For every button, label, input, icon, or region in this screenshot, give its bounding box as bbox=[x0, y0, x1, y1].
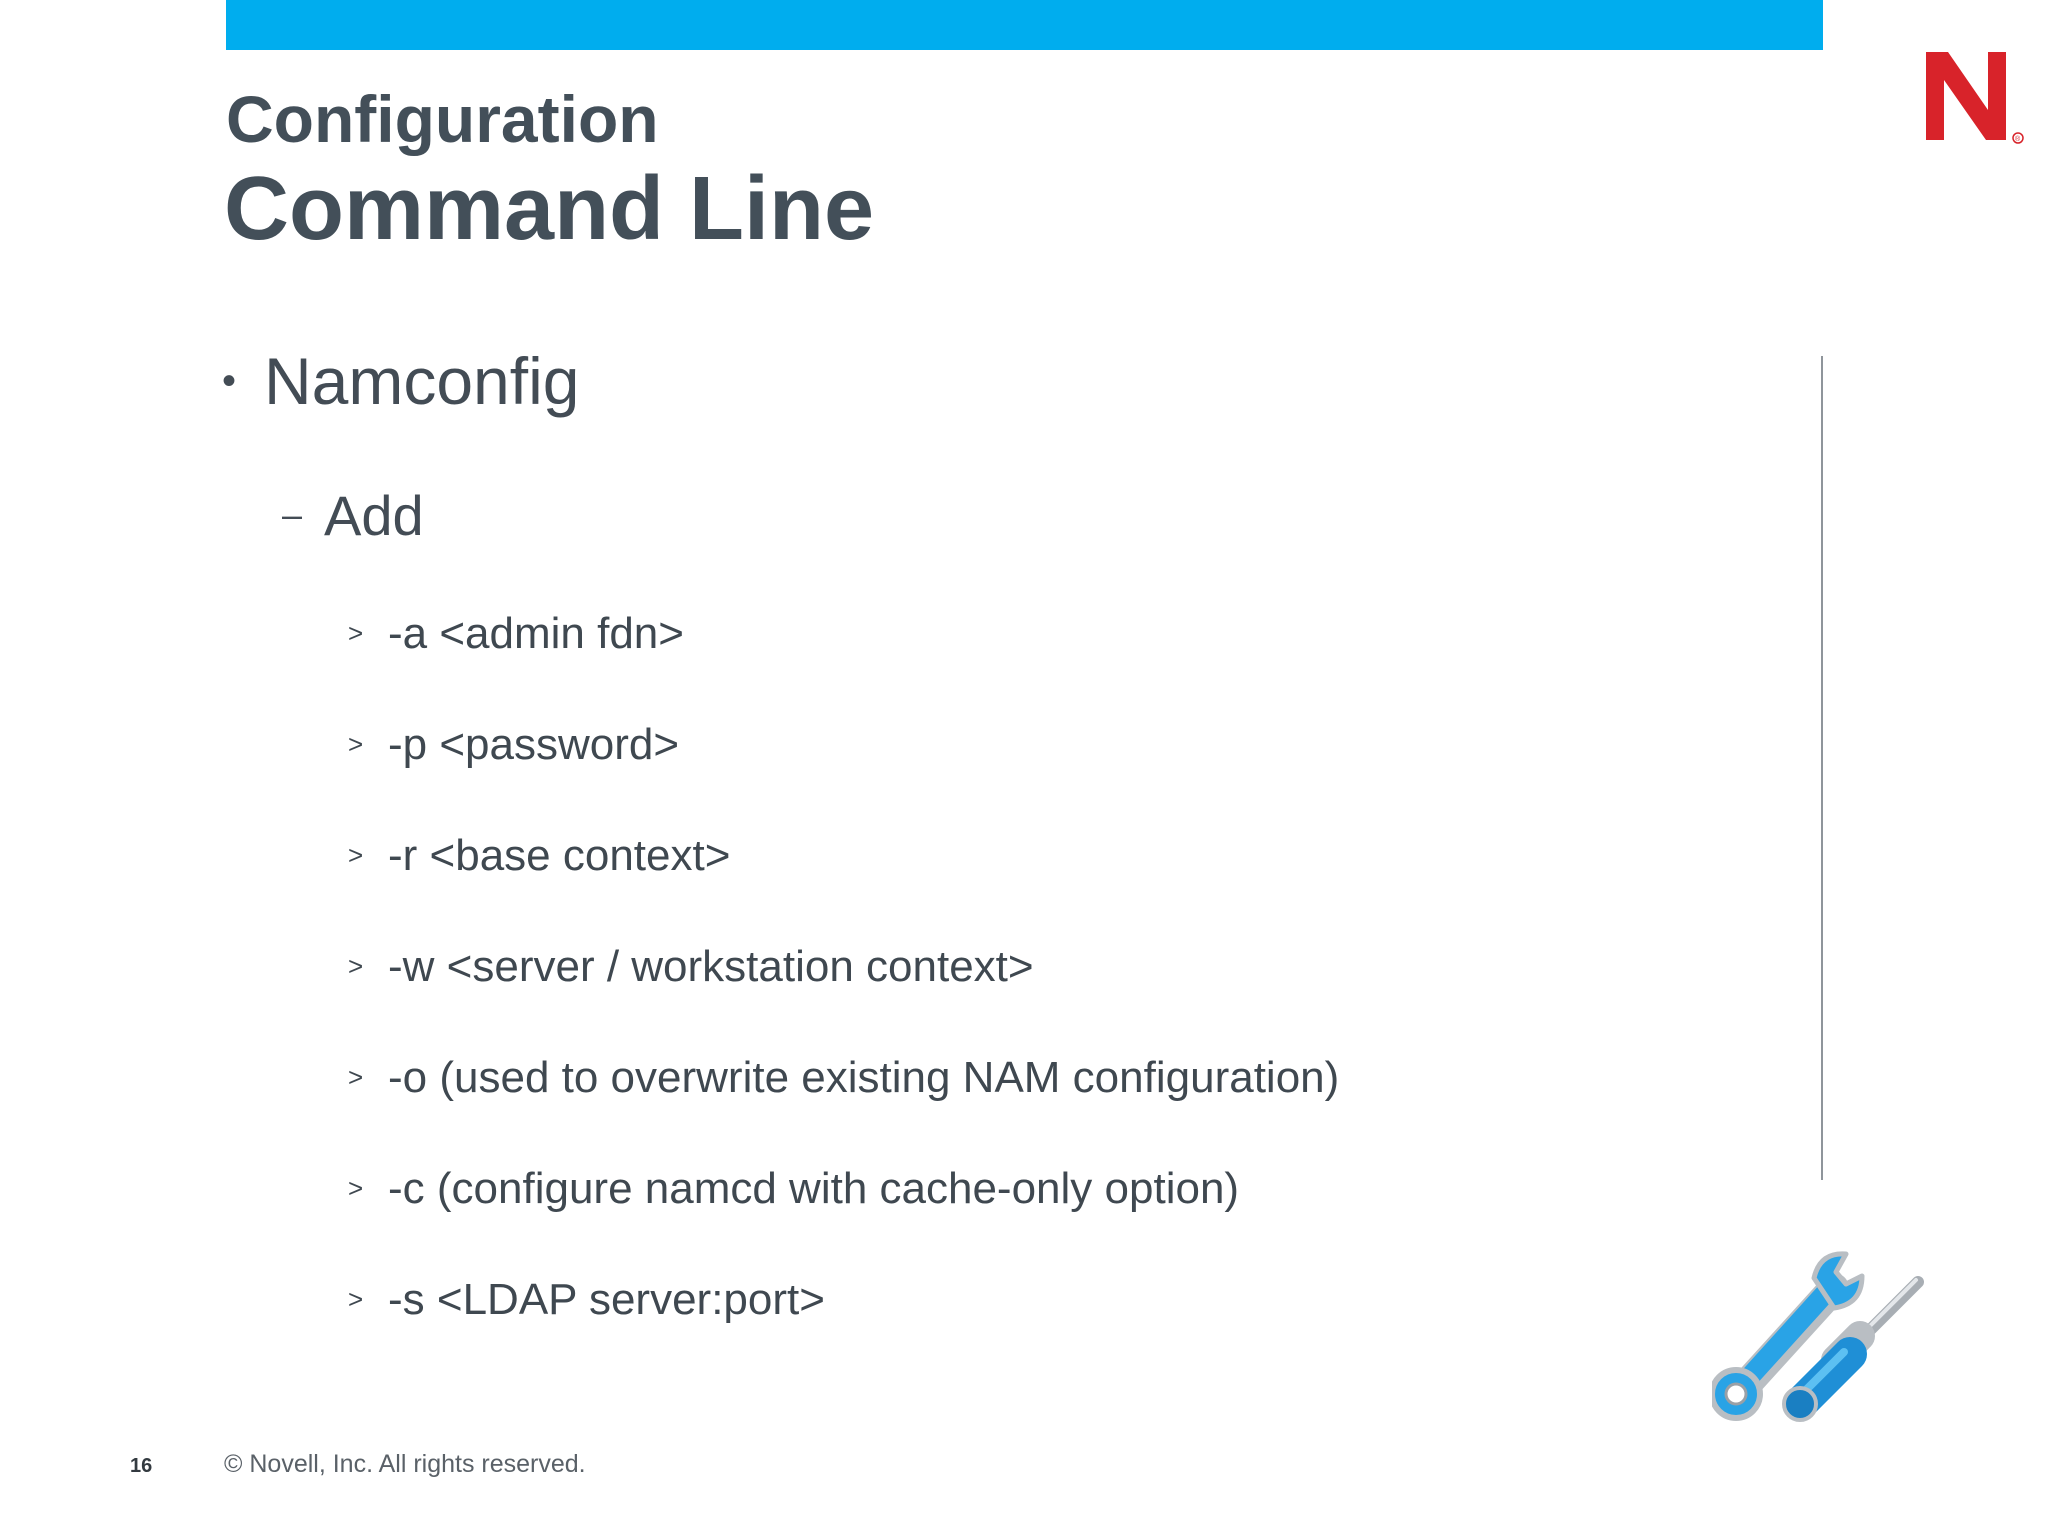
option-text: -r <base context> bbox=[388, 831, 731, 880]
list-item bbox=[348, 720, 1339, 834]
page-number: 16 bbox=[130, 1455, 153, 1477]
slide-title-line1: Configuration bbox=[226, 82, 659, 156]
chevron-right-icon: > bbox=[348, 618, 364, 648]
novell-logo bbox=[1922, 44, 2026, 148]
bullet-dot-icon: • bbox=[222, 359, 237, 403]
chevron-right-icon: > bbox=[348, 1173, 364, 1203]
list-item bbox=[348, 1164, 1339, 1278]
vertical-divider bbox=[1821, 356, 1823, 1180]
wrench-ring-hole bbox=[1726, 1384, 1746, 1404]
dash-icon: – bbox=[282, 494, 303, 535]
chevron-right-icon: > bbox=[348, 729, 364, 759]
option-text: -w <server / workstation context> bbox=[388, 942, 1034, 991]
screwdriver-end bbox=[1784, 1388, 1816, 1420]
list-item bbox=[348, 609, 1339, 723]
chevron-right-icon: > bbox=[348, 1284, 364, 1314]
chevron-right-icon: > bbox=[348, 951, 364, 981]
option-text: -o (used to overwrite existing NAM configuration) bbox=[388, 1053, 1340, 1102]
option-text: -a <admin fdn> bbox=[388, 609, 684, 658]
list-item bbox=[348, 942, 1339, 1056]
list-item bbox=[348, 1275, 1339, 1389]
logo-n-shape bbox=[1926, 52, 2006, 140]
chevron-right-icon: > bbox=[348, 840, 364, 870]
list-item bbox=[348, 831, 1339, 945]
slide-title-line2: Command Line bbox=[224, 159, 875, 259]
option-text: -s <LDAP server:port> bbox=[388, 1275, 825, 1324]
bullet-namconfig bbox=[222, 344, 580, 418]
bullet-text: Add bbox=[324, 484, 424, 547]
bullet-add bbox=[282, 484, 424, 547]
bullet-text: Namconfig bbox=[264, 344, 580, 418]
option-text: -p <password> bbox=[388, 720, 680, 769]
wrench-screwdriver-icon bbox=[1712, 1248, 1934, 1424]
option-list bbox=[348, 609, 1340, 1389]
option-text: -c (configure namcd with cache-only option) bbox=[388, 1164, 1240, 1213]
chevron-right-icon: > bbox=[348, 1062, 364, 1092]
top-accent-bar bbox=[226, 0, 1823, 50]
list-item bbox=[348, 1053, 1340, 1167]
copyright-notice: © Novell, Inc. All rights reserved. bbox=[224, 1450, 586, 1478]
logo-registered-mark: ® bbox=[2015, 136, 2021, 143]
